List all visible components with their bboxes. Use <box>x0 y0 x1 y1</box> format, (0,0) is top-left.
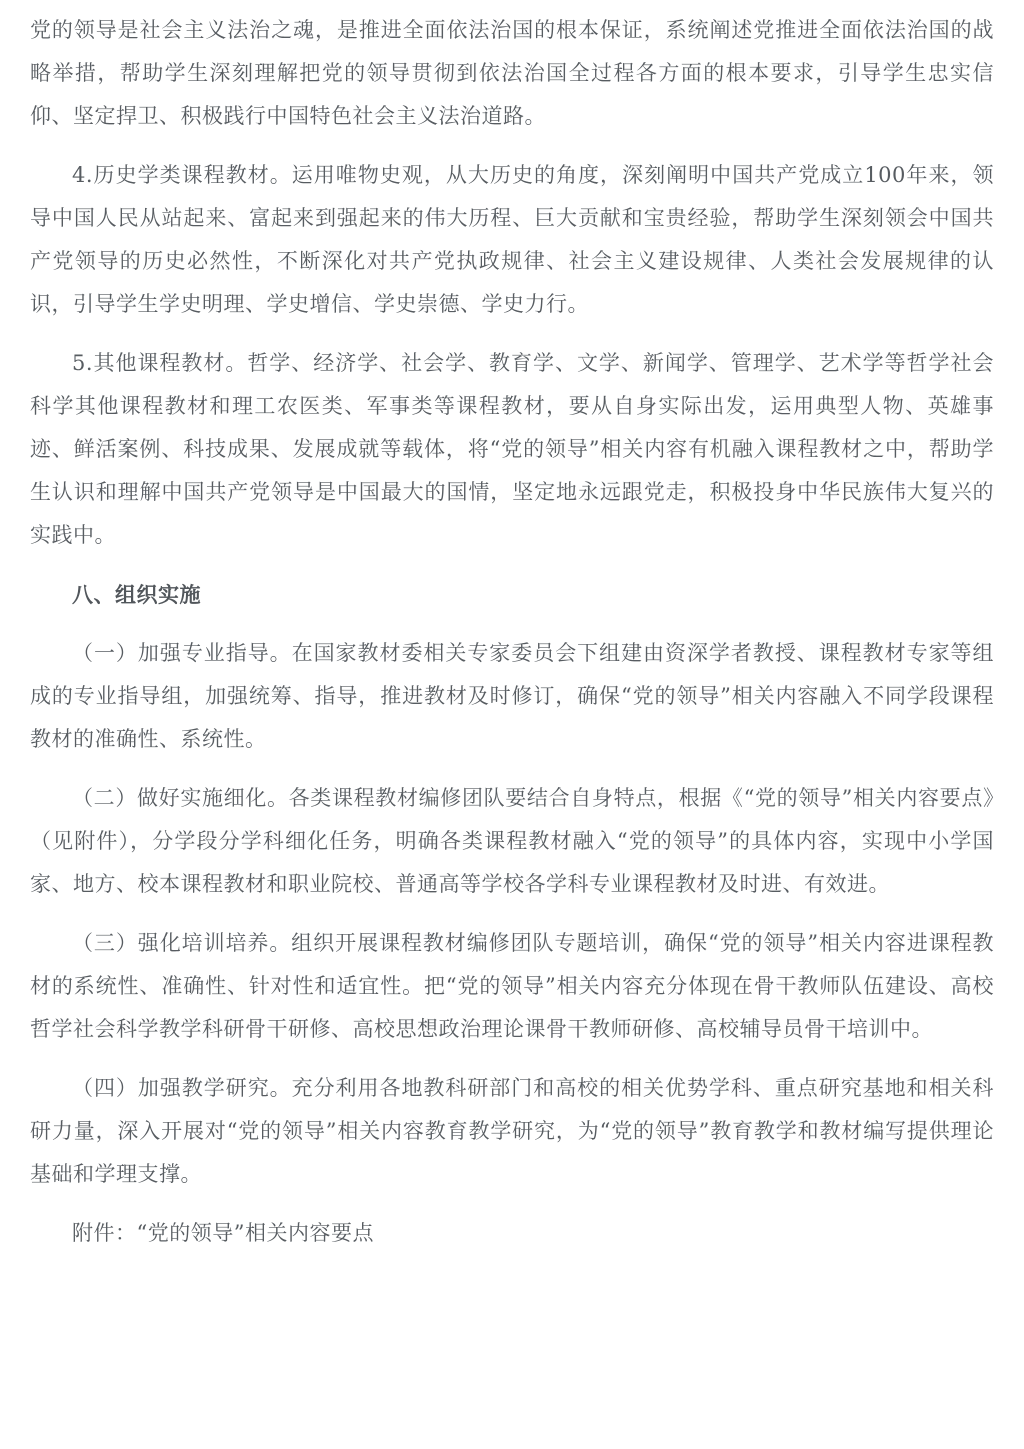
paragraph-other-textbooks: 5.其他课程教材。哲学、经济学、社会学、教育学、文学、新闻学、管理学、艺术学等哲学社会科学其他课程教材和理工农医类、军事类等课程教材，要从自身实际出发，运用典型人物、英雄事迹、鲜活案例、科技成果、发展成就等载体，将“党的领导”相关内容有机融入课程教材之中，帮助学生认识和理解中国共产党领导是中国最大的国情，坚定地永远跟党走，积极投身中华民族伟大复兴的实践中。 <box>30 351 994 547</box>
paragraph-training-cultivation: （三）强化培训培养。组织开展课程教材编修团队专题培训，确保“党的领导”相关内容进课程教材的系统性、准确性、针对性和适宜性。把“党的领导”相关内容充分体现在骨干教师队伍建设、高校哲学社会科学教学科研骨干研修、高校思想政治理论课骨干教师研修、高校辅导员骨干培训中。 <box>30 931 994 1041</box>
attachment-reference-line: 附件：“党的领导”相关内容要点 <box>72 1221 374 1245</box>
document-body <box>30 9 994 1255</box>
section-heading-organization-implementation: 八、组织实施 <box>72 582 201 607</box>
paragraph-implementation-refinement: （二）做好实施细化。各类课程教材编修团队要结合自身特点，根据《“党的领导”相关内容要点》（见附件），分学段分学科细化任务，明确各类课程教材融入“党的领导”的具体内容，实现中小学国家、地方、校本课程教材和职业院校、普通高等学校各学科专业课程教材及时进、有效进。 <box>30 786 994 896</box>
paragraph-teaching-research: （四）加强教学研究。充分利用各地教科研部门和高校的相关优势学科、重点研究基地和相关科研力量，深入开展对“党的领导”相关内容教育教学研究，为“党的领导”教育教学和教材编写提供理论基础和学理支撑。 <box>30 1076 994 1186</box>
paragraph-history-textbooks: 4.历史学类课程教材。运用唯物史观，从大历史的角度，深刻阐明中国共产党成立100年来，领导中国人民从站起来、富起来到强起来的伟大历程、巨大贡献和宝贵经验，帮助学生深刻领会中国共产党领导的历史必然性，不断深化对共产党执政规律、社会主义建设规律、人类社会发展规律的认识，引导学生学史明理、学史增信、学史崇德、学史力行。 <box>30 163 994 316</box>
paragraph-law-education-continuation: 党的领导是社会主义法治之魂，是推进全面依法治国的根本保证，系统阐述党推进全面依法治国的战略举措，帮助学生深刻理解把党的领导贯彻到依法治国全过程各方面的根本要求，引导学生忠实信仰、坚定捍卫、积极践行中国特色社会主义法治道路。 <box>30 18 994 128</box>
paragraph-strengthen-professional-guidance: （一）加强专业指导。在国家教材委相关专家委员会下组建由资深学者教授、课程教材专家等组成的专业指导组，加强统筹、指导，推进教材及时修订，确保“党的领导”相关内容融入不同学段课程教材的准确性、系统性。 <box>30 641 994 751</box>
